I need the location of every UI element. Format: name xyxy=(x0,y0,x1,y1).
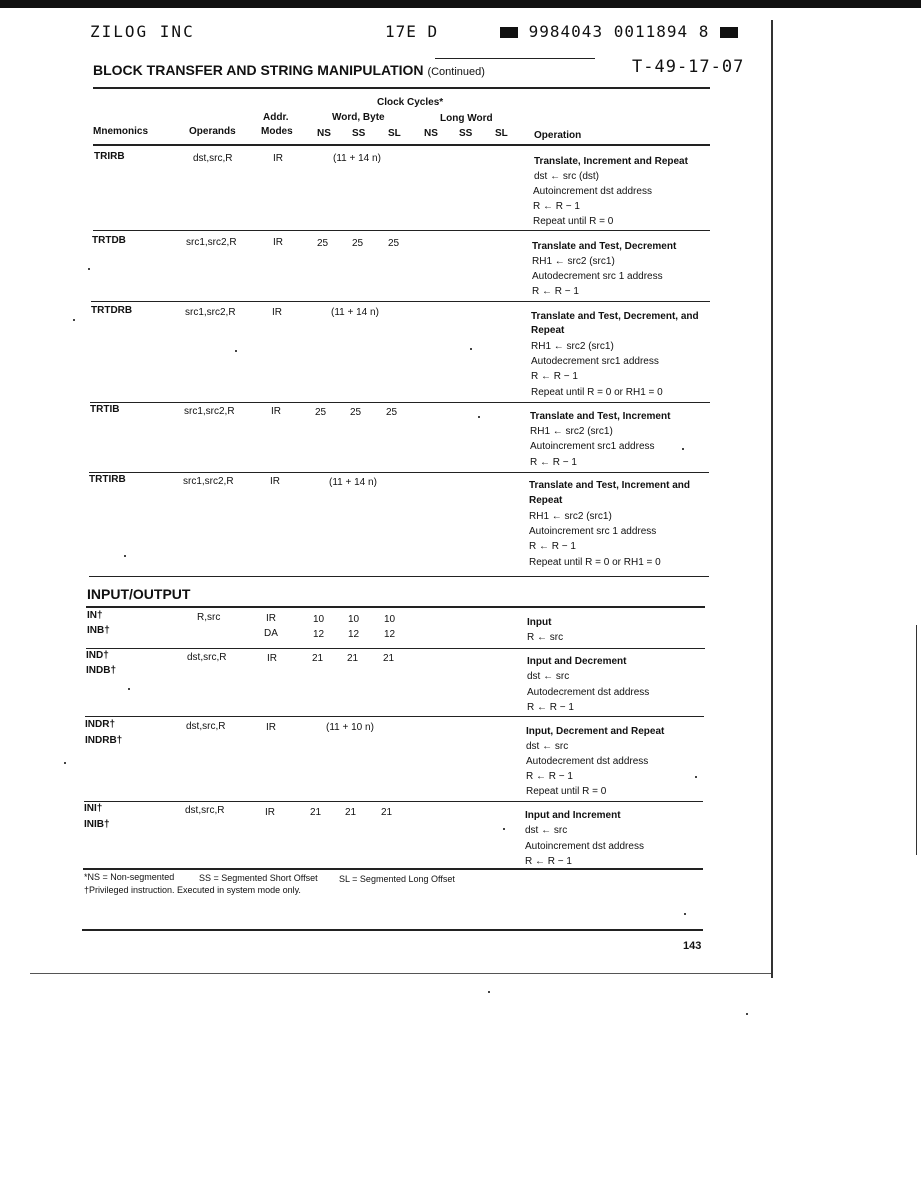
mnemonic: INI† xyxy=(84,803,103,814)
clock-sl: 10 xyxy=(384,614,396,625)
section-rule xyxy=(89,576,709,577)
mnemonic-byte: INIB† xyxy=(84,819,110,830)
header-operands: Operands xyxy=(189,126,236,137)
addr-mode: IR xyxy=(267,653,277,664)
page-edge-line xyxy=(771,20,773,978)
scan-speck xyxy=(470,348,472,350)
page-footer-rule xyxy=(82,929,703,931)
operation-title: Input and Increment xyxy=(525,810,621,821)
scan-speck xyxy=(64,762,66,764)
row-rule xyxy=(89,472,709,473)
header-sl: SL xyxy=(388,128,401,139)
operation-title: Translate and Test, Increment xyxy=(530,411,671,422)
company-name: ZILOG INC xyxy=(90,22,195,41)
header-ns-long: NS xyxy=(424,128,438,139)
operation-line: R ← R − 1 xyxy=(533,201,580,212)
footnote-ns: *NS = Non-segmented xyxy=(84,872,175,882)
clock-ns: 25 xyxy=(315,407,327,418)
mnemonic: INDR† xyxy=(85,719,116,730)
title-text: BLOCK TRANSFER AND STRING MANIPULATION xyxy=(93,62,424,78)
operation-line: R ← R − 1 xyxy=(527,702,574,713)
operation-line: R ← R − 1 xyxy=(531,371,578,382)
operation-line: RH1 ← src2 (src1) xyxy=(532,256,615,267)
operands: dst,src,R xyxy=(187,652,227,663)
operation-title: Input xyxy=(527,617,552,628)
operation-line: Autodecrement dst address xyxy=(526,756,649,767)
mnemonic: TRTIB xyxy=(90,404,120,415)
clock-sl: 25 xyxy=(386,407,398,418)
clock-ns: 10 xyxy=(313,614,325,625)
mnemonic: TRTDRB xyxy=(91,305,133,316)
operation-line: RH1 ← src2 (src1) xyxy=(531,341,614,352)
addr-mode: IR xyxy=(271,406,281,417)
header-operation: Operation xyxy=(534,130,582,141)
scan-speck xyxy=(128,688,130,690)
page-number: 143 xyxy=(683,940,702,952)
operation-line: R ← R − 1 xyxy=(529,541,576,552)
operation-title: Input, Decrement and Repeat xyxy=(526,726,665,737)
operands: src1,src2,R xyxy=(183,476,234,487)
operation-title: Translate and Test, Decrement, and xyxy=(531,311,699,322)
mnemonic: IN† xyxy=(87,610,103,621)
operation-line: Repeat until R = 0 xyxy=(533,216,614,227)
clock-ss: 25 xyxy=(350,407,362,418)
scan-speck xyxy=(88,268,90,270)
header-modes: Modes xyxy=(261,126,293,137)
scan-speck xyxy=(684,913,686,915)
operation-line: RH1 ← src2 (src1) xyxy=(530,426,613,437)
scan-speck xyxy=(746,1013,748,1015)
clock-sl: 21 xyxy=(381,807,393,818)
clock-ss: 10 xyxy=(348,614,360,625)
clock-ss-2: 12 xyxy=(348,629,360,640)
operation-line: Autodecrement src1 address xyxy=(531,356,659,367)
clock-ss: 25 xyxy=(352,238,364,249)
operation-line: dst ← src (dst) xyxy=(534,171,600,182)
scan-speck xyxy=(695,776,697,778)
addr-mode: IR xyxy=(270,476,280,487)
operation-title: Translate, Increment and Repeat xyxy=(534,156,688,167)
scan-speck xyxy=(124,555,126,557)
operation-line: R ← R − 1 xyxy=(532,286,579,297)
row-rule xyxy=(85,716,704,717)
operation-line: Autoincrement src1 address xyxy=(530,441,655,452)
clock-sl-2: 12 xyxy=(384,629,396,640)
operands: dst,src,R xyxy=(185,805,225,816)
scan-block-mark xyxy=(720,27,738,38)
addr-mode-2: DA xyxy=(264,628,278,639)
operation-line: dst ← src xyxy=(526,741,569,752)
clock-ss: 21 xyxy=(347,653,359,664)
operands: dst,src,R xyxy=(186,721,226,732)
clock-ns-2: 12 xyxy=(313,629,325,640)
header-ns: NS xyxy=(317,128,331,139)
scan-top-border xyxy=(0,0,921,8)
operation-title: Input and Decrement xyxy=(527,656,627,667)
footnote-ss: SS = Segmented Short Offset xyxy=(199,873,318,883)
operands: src1,src2,R xyxy=(184,406,235,417)
clock-ss: 21 xyxy=(345,807,357,818)
clock-sl: 25 xyxy=(388,238,400,249)
scan-speck xyxy=(682,448,684,450)
mnemonic-byte: INB† xyxy=(87,625,110,636)
addr-mode: IR xyxy=(265,807,275,818)
scan-code: 17E D xyxy=(385,22,439,41)
header-sl-long: SL xyxy=(495,128,508,139)
addr-mode: IR xyxy=(273,153,283,164)
operation-title: Translate and Test, Decrement xyxy=(532,241,677,252)
mnemonic-byte: INDB† xyxy=(86,665,117,676)
scan-speck xyxy=(73,319,75,321)
header-ss-long: SS xyxy=(459,128,473,139)
page-title xyxy=(93,62,485,78)
operation-title-cont: Repeat xyxy=(529,495,563,506)
clock-ns: 25 xyxy=(317,238,329,249)
operation-line: Autoincrement src 1 address xyxy=(529,526,657,537)
scan-block-mark xyxy=(500,27,518,38)
operation-line: RH1 ← src2 (src1) xyxy=(529,511,612,522)
operation-title: Translate and Test, Increment and xyxy=(529,480,690,491)
operation-line: Autodecrement dst address xyxy=(527,687,650,698)
row-rule xyxy=(86,648,705,649)
scan-speck xyxy=(503,828,505,830)
operation-line: Repeat until R = 0 or RH1 = 0 xyxy=(531,387,663,398)
scan-speck xyxy=(235,350,237,352)
document-number: T-49-17-07 xyxy=(632,57,745,77)
serial-number: 9984043 0011894 8 xyxy=(528,22,710,41)
mnemonic: IND† xyxy=(86,650,109,661)
operation-title-cont: Repeat xyxy=(531,325,565,336)
row-rule xyxy=(90,402,710,403)
clock-ns: (11 + 10 n) xyxy=(326,722,374,733)
operands: src1,src2,R xyxy=(186,237,237,248)
addr-mode: IR xyxy=(272,307,282,318)
header-rule xyxy=(93,144,710,146)
title-rule xyxy=(435,58,595,59)
operation-line: Autoincrement dst address xyxy=(525,841,644,852)
operation-line: Repeat until R = 0 xyxy=(526,786,607,797)
operation-line: Autoincrement dst address xyxy=(533,186,652,197)
scan-bottom-edge xyxy=(30,973,771,974)
clock-ns: (11 + 14 n) xyxy=(331,307,379,318)
operation-line: dst ← src xyxy=(525,825,568,836)
operation-line: R ← R − 1 xyxy=(526,771,573,782)
header-clock-cycles: Clock Cycles* xyxy=(377,97,444,108)
operation-line: dst ← src xyxy=(527,671,570,682)
section-header-rule xyxy=(86,606,705,608)
scan-speck xyxy=(478,416,480,418)
addr-mode: IR xyxy=(266,722,276,733)
row-rule xyxy=(91,301,710,302)
clock-ns: (11 + 14 n) xyxy=(333,153,381,164)
header-addr: Addr. xyxy=(263,112,289,123)
header-ss: SS xyxy=(352,128,366,139)
clock-ns: 21 xyxy=(310,807,322,818)
header-mnemonics: Mnemonics xyxy=(93,126,149,137)
scan-speck xyxy=(488,991,490,993)
operation-line: R ← src xyxy=(527,632,564,643)
addr-mode: IR xyxy=(273,237,283,248)
operands: dst,src,R xyxy=(193,153,233,164)
mnemonic: TRTIRB xyxy=(89,474,126,485)
table-top-rule xyxy=(93,87,710,89)
section-heading-input-output: INPUT/OUTPUT xyxy=(87,586,191,602)
mnemonic-byte: INDRB† xyxy=(85,735,123,746)
mnemonic: TRTDB xyxy=(92,235,126,246)
mnemonic: TRIRB xyxy=(94,151,125,162)
clock-ns: (11 + 14 n) xyxy=(329,477,377,488)
operation-line: R ← R − 1 xyxy=(525,856,572,867)
row-rule xyxy=(93,230,710,231)
operands: R,src xyxy=(197,612,221,623)
footnote-privileged: †Privileged instruction. Executed in system mode only. xyxy=(84,885,301,895)
addr-mode: IR xyxy=(266,613,276,624)
clock-ns: 21 xyxy=(312,653,324,664)
row-rule xyxy=(84,801,703,802)
footnote-sl: SL = Segmented Long Offset xyxy=(339,874,455,884)
header-long-word: Long Word xyxy=(440,113,493,124)
title-suffix: (Continued) xyxy=(427,66,485,78)
operation-line: Autodecrement src 1 address xyxy=(532,271,663,282)
table-bottom-rule xyxy=(83,868,703,870)
scan-edge-line xyxy=(916,625,917,855)
clock-sl: 21 xyxy=(383,653,395,664)
operands: src1,src2,R xyxy=(185,307,236,318)
scan-serial xyxy=(500,22,738,41)
header-word-byte: Word, Byte xyxy=(332,112,385,123)
operation-line: Repeat until R = 0 or RH1 = 0 xyxy=(529,557,661,568)
operation-line: R ← R − 1 xyxy=(530,457,577,468)
